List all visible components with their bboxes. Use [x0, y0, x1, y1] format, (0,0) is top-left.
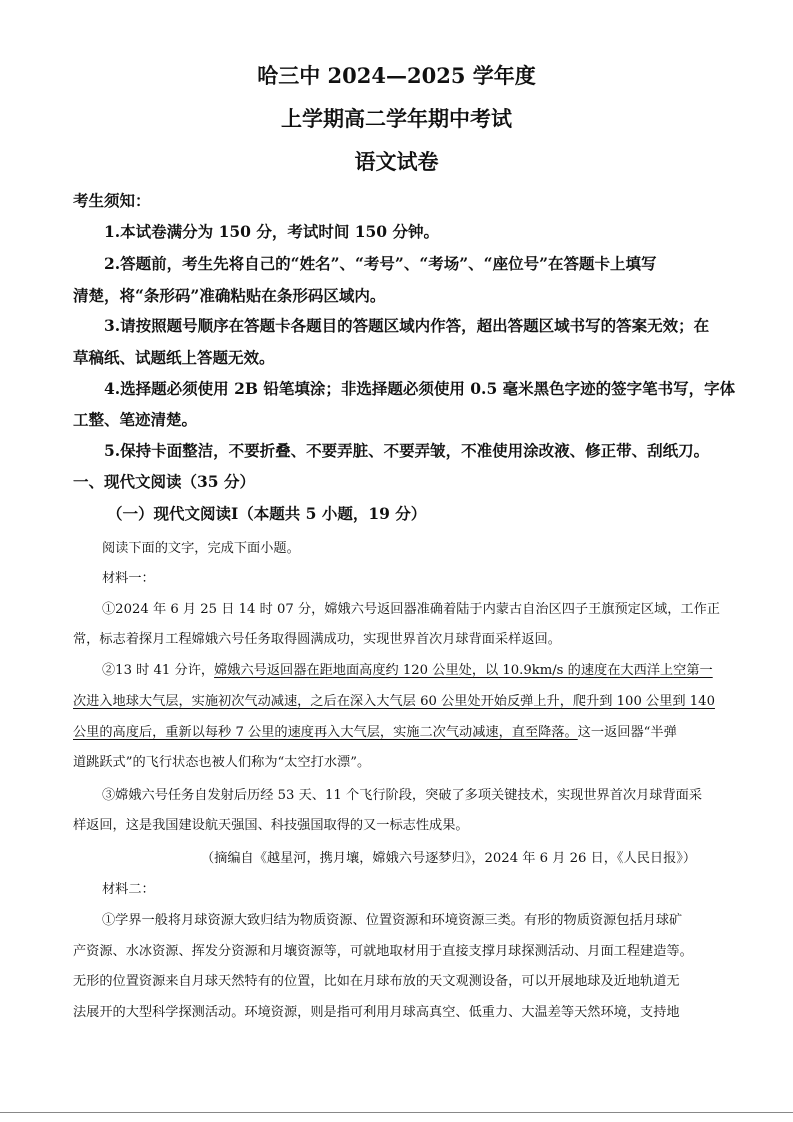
material-1-p2-line-d: 道跳跃式”的飞行状态也被人们称为“太空打水漂”。 [73, 755, 371, 770]
subsection-heading: （一）现代文阅读Ⅰ（本题共 5 小题，19 分） [107, 504, 427, 523]
notice-item-2-line-a: 2.答题前，考生先将自己的“姓名”、“考号”、“考场”、“座位号”在答题卡上填写 [104, 254, 657, 273]
material-1-p2-underlined-c: 公里的高度后，重新以每秒 7 公里的速度再入大气层，实施二次气动减速，直至降落。 [73, 725, 578, 740]
material-1-p1-line-a: ①2024 年 6 月 25 日 14 时 07 分，嫦娥六号返回器准确着陆于内蒙古自治区四子王旗预定区域，工作正 [102, 602, 720, 617]
exam-title-line-2: 上学期高二学年期中考试 [281, 106, 512, 131]
notice-item-5: 5.保持卡面整洁，不要折叠、不要弄脏、不要弄皱，不准使用涂改液、修正带、刮纸刀。 [104, 441, 710, 460]
material-2-label: 材料二： [102, 882, 155, 897]
material-2-p1-line-d: 法展开的大型科学探测活动。环境资源，则是指可利用月球高真空、低重力、大温差等天然环境，支持地 [73, 1005, 680, 1020]
material-1-p2-suffix-c: 这一返回器“半弹 [577, 725, 677, 740]
notice-heading: 考生须知： [73, 191, 151, 210]
material-2-p1-line-a: ①学界一般将月球资源大致归结为物质资源、位置资源和环境资源三类。有形的物质资源包括月球矿 [102, 913, 683, 928]
notice-item-3-line-b: 草稿纸、试题纸上答题无效。 [73, 348, 275, 367]
material-1-source: （摘编自《越星河，携月壤，嫦娥六号逐梦归》，2024 年 6 月 26 日，《人民日报》） [201, 851, 697, 866]
exam-title-line-3: 语文试卷 [354, 149, 439, 174]
notice-item-1: 1.本试卷满分为 150 分，考试时间 150 分钟。 [104, 222, 439, 241]
page-bottom-rule [0, 1112, 793, 1113]
material-1-p2-underlined-a: 嫦娥六号返回器在距地面高度约 120 公里处，以 10.9km/s 的速度在大西洋上空第一 [214, 663, 713, 678]
material-1-p2-underlined-b: 次进入地球大气层，实施初次气动减速，之后在深入大气层 60 公里处开始反弹上升，爬升到 100 公里到 140 [73, 694, 715, 709]
material-1-p2-line-c [73, 721, 677, 740]
notice-item-3-line-a: 3.请按照题号顺序在答题卡各题目的答题区域内作答，超出答题区域书写的答案无效；在 [104, 316, 710, 335]
material-1-label: 材料一： [102, 571, 155, 586]
material-1-p3-line-a: ③嫦娥六号任务自发射后历经 53 天、11 个飞行阶段，突破了多项关键技术，实现世界首次月球背面采 [102, 788, 703, 803]
material-2-p1-line-b: 产资源、水冰资源、挥发分资源和月壤资源等，可就地取材用于直接支撑月球探测活动、月面工程建造等。 [73, 944, 693, 959]
material-1-p1-line-b: 常，标志着探月工程嫦娥六号任务取得圆满成功，实现世界首次月球背面采样返回。 [73, 632, 561, 647]
section-heading: 一、现代文阅读（35 分） [73, 472, 255, 491]
notice-item-2-line-b: 清楚，将“条形码”准确粘贴在条形码区域内。 [73, 286, 386, 305]
material-1-p2-prefix: ②13 时 41 分许， [102, 663, 215, 678]
exam-title-line-1: 哈三中 2024—2025 学年度 [257, 63, 536, 88]
notice-item-4-line-a: 4.选择题必须使用 2B 铅笔填涂；非选择题必须使用 0.5 毫米黑色字迹的签字笔书写，字体 [104, 379, 736, 398]
material-1-p3-line-b: 样返回，这是我国建设航天强国、科技强国取得的又一标志性成果。 [73, 818, 469, 833]
material-2-p1-line-c: 无形的位置资源来自月球天然特有的位置，比如在月球布放的天文观测设备，可以开展地球及近地轨道无 [73, 974, 680, 989]
reading-instruction: 阅读下面的文字，完成下面小题。 [102, 541, 300, 556]
material-1-p2-line-a [102, 659, 713, 678]
notice-item-4-line-b: 工整、笔迹清楚。 [73, 410, 198, 429]
